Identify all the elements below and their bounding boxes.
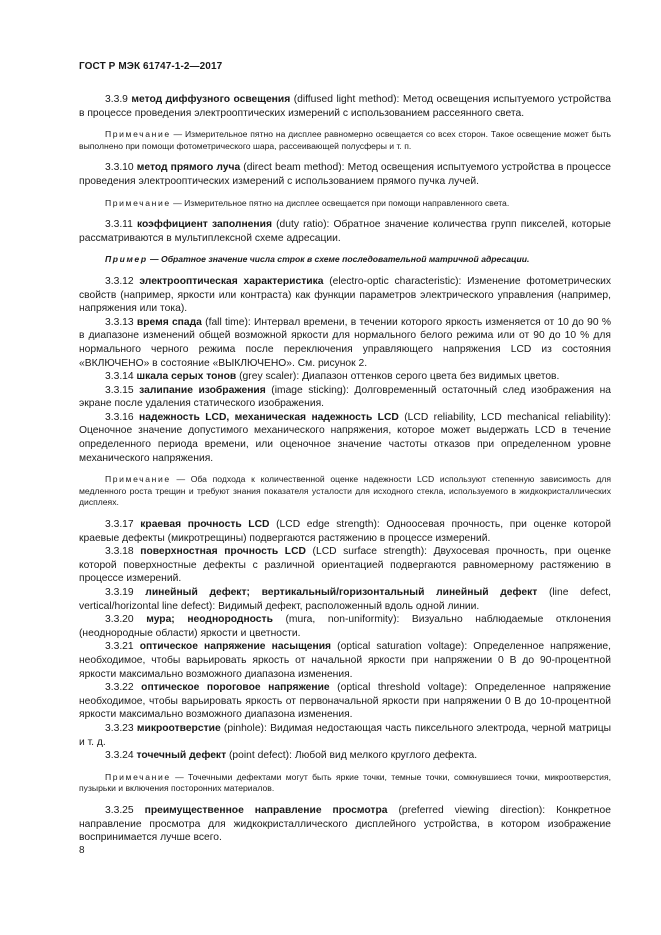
entry-number: 3.3.21 [105, 641, 140, 653]
term-entry [79, 613, 611, 640]
entry-term: поверхностная прочность LCD [140, 546, 306, 558]
term-entry [79, 681, 611, 722]
entry-term: метод диффузного освещения [131, 94, 291, 105]
note-label: Примечание [105, 474, 171, 485]
term-entry [79, 545, 611, 586]
entry-number: 3.3.22 [105, 682, 142, 694]
entry-term: оптическое напряжение насыщения [139, 641, 332, 653]
entry-definition: (LCD edge strength): Одноосевая прочность, при оценке которой краевые дефекты (микротрещины) подвергаются растяжению в процессе измерений. [79, 519, 611, 544]
entry-definition: (fall time): Интервал времени, в течении которого яркость изменяется от 10 до 90 % в диапазоне изменений общей возможной яркости для нормального белого режима или от 90 до 10 % для нормального черного режима после переключения управляющего напряжения LCD из состояния «ВКЛЮЧЕНО» в состояние «ВЫКЛЮЧЕНО». См. рисунок 2. [79, 316, 611, 369]
term-entry [79, 93, 611, 120]
entry-term: точечный дефект [136, 750, 227, 762]
note [79, 129, 611, 152]
entry-number: 3.3.18 [105, 546, 141, 558]
entry-number: 3.3.15 [105, 384, 140, 396]
note-label: Примечание [105, 771, 171, 782]
note-text: — Оба подхода к количественной оценке надежности LCD используют степенную зависимость для медленного роста трещин и требуют знания показателя усталости для исходного стекла, используемого в жидкокристаллических дисплеях. [79, 474, 611, 508]
term-entry [79, 411, 611, 465]
term-entry [79, 370, 611, 384]
note-label: Примечание [105, 197, 171, 208]
example [79, 254, 611, 266]
term-entry [79, 218, 611, 245]
entry-definition: (line defect, vertical/horizontal line defect): Видимый дефект, расположенный вдоль одной линии. [79, 587, 611, 612]
term-entry [79, 586, 611, 613]
entry-term: линейный дефект; вертикальный/горизонтальный линейный дефект [145, 587, 538, 598]
entry-number: 3.3.14 [105, 371, 137, 383]
entry-definition: (preferred viewing direction): Конкретное направление просмотра для жидкокристаллического дисплейного устройства, в котором изображение воспринимается лучше всего. [79, 804, 612, 844]
entry-number: 3.3.24 [105, 750, 137, 762]
term-entry [79, 316, 611, 370]
note [79, 474, 611, 509]
term-entry [79, 749, 611, 763]
entry-term: время спада [136, 316, 202, 328]
entry-term: залипание изображения [139, 384, 266, 396]
entry-term: краевая прочность LCD [140, 519, 270, 531]
document-body [79, 93, 611, 845]
entry-definition: (direct beam method): Метод освещения испытуемого устройства в процессе проведения электрооптических измерений с использованием прямого пучка лучей. [79, 162, 611, 187]
page-header: ГОСТ Р МЭК 61747-1-2—2017 [79, 61, 223, 72]
term-entry [79, 518, 611, 545]
term-entry [79, 640, 611, 681]
entry-term: преимущественное направление просмотра [144, 804, 388, 816]
note [79, 198, 611, 210]
entry-number: 3.3.19 [105, 587, 146, 598]
entry-definition: (pinhole): Видимая недостающая часть пиксельного электрода, черной матрицы и т. д. [79, 722, 611, 748]
term-entry [79, 161, 611, 188]
entry-definition: (mura, non-uniformity): Визуально наблюдаемые отклонения (неоднородные области) яркости и цветности. [79, 614, 611, 639]
entry-number: 3.3.20 [105, 614, 147, 626]
note [79, 772, 611, 795]
entry-term: микроотверстие [136, 722, 221, 734]
entry-term: надежность LCD, механическая надежность LCD [139, 411, 399, 423]
entry-definition: (optical saturation voltage): Определенное напряжение, необходимое, чтобы варьировать яркость от начальной яркости при напряжении 0 В до 90-процентной яркости максимально возможного диапазона изменения. [79, 641, 611, 680]
term-entry [79, 804, 611, 845]
term-entry [79, 384, 611, 411]
entry-term: метод прямого луча [136, 162, 241, 174]
entry-term: мура; неоднородность [146, 614, 273, 626]
entry-number: 3.3.25 [105, 804, 145, 816]
entry-definition: (electro-optic characteristic): Изменение фотометрических свойств (например, яркости или контраста) как функции параметров электрического управления (например, напряжения или тока). [79, 275, 611, 315]
entry-definition: (LCD surface strength): Двухосевая прочность, при оценке которой поверхностные дефекты с различной ориентацией подвергаются равномерному растяжению в процессе измерений. [79, 546, 611, 585]
example-label: Пример [105, 254, 148, 265]
term-entry [79, 275, 611, 316]
entry-term: коэффициент заполнения [136, 219, 272, 231]
note-text: — Измерительное пятно на дисплее освещается при помощи направленного света. [170, 197, 510, 208]
entry-definition: (optical threshold voltage): Определенное напряжение необходимое, чтобы варьировать яркость от первоначальной яркости при напряжении 0 В до 10-процентной яркости максимально возможного диапазона изменения. [79, 682, 611, 721]
entry-number: 3.3.9 [105, 94, 132, 105]
entry-definition: (image sticking): Долговременный остаточный след изображения на экране после удаления статического изображения. [79, 384, 611, 410]
entry-number: 3.3.16 [105, 411, 140, 423]
note-text: — Точечными дефектами могут быть яркие точки, темные точки, сомкнувшиеся точки, микроотверстия, пузырьки и включения посторонних материалов. [79, 771, 611, 794]
entry-number: 3.3.12 [105, 275, 140, 287]
entry-definition: (grey scaler): Диапазон оттенков серого цвета без видимых цветов. [236, 371, 560, 383]
entry-term: оптическое пороговое напряжение [141, 682, 330, 694]
note-text: — Измерительное пятно на дисплее равномерно освещается со всех сторон. Такое освещение может быть выполнено при помощи фотометрического шара, рассеивающей полусферы и т. п. [79, 129, 611, 151]
term-entry [79, 722, 611, 749]
entry-number: 3.3.10 [105, 162, 137, 174]
entry-definition: (duty ratio): Обратное значение количества групп пикселей, которые рассматриваются в мультиплексной схеме адресации. [79, 219, 611, 244]
note-label: Примечание [105, 129, 171, 140]
example-text: — Обратное значение числа строк в схеме последовательной матричной адресации. [147, 254, 530, 265]
page-number: 8 [79, 845, 85, 856]
entry-term: шкала серых тонов [136, 371, 237, 383]
entry-number: 3.3.23 [105, 722, 137, 734]
entry-definition: (diffused light method): Метод освещения испытуемого устройства в процессе проведения электрооптических измерений с использованием рассеянного света. [79, 94, 612, 119]
entry-term: электрооптическая характеристика [139, 275, 324, 287]
entry-number: 3.3.13 [105, 316, 137, 328]
entry-number: 3.3.17 [105, 519, 141, 531]
entry-definition: (point defect): Любой вид мелкого круглого дефекта. [226, 750, 478, 762]
entry-definition: (LCD reliability, LCD mechanical reliability): Оценочное значение допустимого механического напряжения, которое может выдержать LCD в течение определенного периода времени, или оценочное значение частоты отказов при определенном уровне механического напряжения. [79, 411, 611, 464]
entry-number: 3.3.11 [105, 219, 137, 231]
